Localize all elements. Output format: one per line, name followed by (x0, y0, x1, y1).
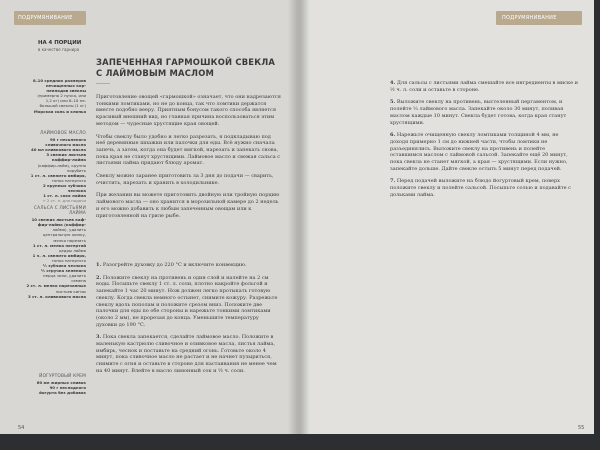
step-6 (390, 132, 578, 172)
step-number: 3. (96, 334, 102, 341)
ingredient-line: (каффир-лайм), крупно (37, 162, 86, 168)
ingredient-line: 3 свежих листьев (46, 152, 86, 158)
intro-paragraph: Приготовление овощей «гармошкой» означает, что они надрезаются тонкими ломтиками, но не до конца, так что ломтики держатся вместе подобно вееру. Приятным бонусом такого способа является красивый внешний вид, но главная причина воспользоваться этим методом — чудесные хрустящие края овощей. (96, 94, 281, 127)
step-3 (96, 334, 281, 374)
left-page (0, 0, 300, 435)
recipe-steps-right (390, 80, 578, 205)
step-2 (96, 275, 281, 329)
ingredient-line: 1 ст. л. сока лайма (43, 193, 86, 199)
ingredient-line: тонко натертого (51, 177, 86, 183)
step-1 (96, 262, 281, 269)
ingredient-line: 1 ст. л. свежего имбиря, (30, 172, 86, 178)
step-text: Разогрейте духовку до 220 °C и включите конвекцию. (102, 262, 247, 268)
ingredient-line: лайма), удалить (52, 227, 86, 233)
right-page (298, 0, 594, 437)
servings-block (38, 40, 86, 52)
ingredients-heading: ЙОГУРТОВЫЙ КРЕМ (39, 374, 86, 379)
ingredient-line: каффир-лайма (51, 157, 86, 163)
ingredient-line: 8–10 средних размеров (33, 78, 86, 83)
ingredient-line: цедры лайма (58, 247, 86, 253)
ingredient-line: 40 мл оливкового масла (31, 147, 86, 153)
step-number: 7. (390, 178, 396, 185)
section-label-left: ПОДРУМЯНИВАНИЕ (14, 11, 86, 25)
ingredient-line: йогурта без добавок (39, 390, 86, 396)
ingredient-line: 60 мл жирных сливок (36, 380, 86, 386)
ingredient-line: 10 свежих листьев каф- (31, 217, 86, 223)
ingredient-line: 90 г несоленого (49, 137, 86, 143)
ingredients-heading: ЛАЙМОВОЕ МАСЛО (40, 131, 86, 136)
title-divider (96, 83, 110, 84)
page-number-right: 55 (578, 425, 585, 431)
ingredient-line: нечищенных кор- (45, 83, 86, 89)
ingredient-line: порубить (66, 167, 86, 173)
section-label-right: ПОДРУМЯНИВАНИЕ (496, 11, 582, 25)
step-text: Нарежьте очищенную свеклу ломтиками толщиной 4 мм, не доходя примерно 1 см до нижней части, чтобы ломтики не разъединялись. Выложите свеклу на противень и полейте оставшимся маслом с лаймовой сальсой. Запекайте ещё 20 минут, пока свекла не станет мягкой, а края — хрустящими. Если нужно, запекайте дольше. Дайте свекле остыть 5 минут перед подачей. (390, 132, 568, 172)
ingredient-line: семена (71, 278, 86, 284)
ingredients-heading: САЛЬСА С ЛИСТЬЯМИ ЛАЙМА (33, 206, 86, 217)
book-cover-edge (594, 0, 600, 450)
step-5 (390, 99, 578, 126)
ingredient-line: ½ стручка зеленого (40, 268, 86, 274)
recipe-title-line: ЗАПЕЧЕННАЯ ГАРМОШКОЙ СВЕКЛА (96, 57, 276, 67)
ingredient-line: тонко натертого (51, 257, 86, 263)
ingredient-line: Морская соль и хлопья (33, 108, 86, 114)
ingredient-line: (примерно 2 пучка, или (37, 93, 86, 99)
ingredients-lime-butter (22, 131, 86, 203)
ingredient-line: 90 г несладкого (49, 385, 86, 391)
ingredient-line: 1 ч. л. свежего имбиря, (32, 252, 86, 258)
intro-paragraph: При желании вы можете приготовить двойную или тройную порцию лаймового масла — оно хранится в морозильной камере до 2 недель и его можно добавить к любым запеченным овощам или к приготовленной на гриле рыбе. (96, 192, 280, 219)
step-7 (390, 178, 578, 198)
ingredient-line: 3 ст. л. оливкового масла (28, 293, 86, 299)
ingredient-line: сливочного масла (45, 142, 86, 148)
recipe-intro (96, 94, 281, 225)
book-gutter (288, 0, 310, 437)
ingredients-lime-salsa (22, 206, 86, 299)
ingredients-yogurt-cream (22, 374, 86, 395)
ingredient-line: 2 ст. л. мелко нарезанных (26, 283, 86, 289)
ingredient-line: мелко нарезать (53, 237, 86, 243)
step-text: Перед подачей выложите на блюдо йогуртовый крем, поверх положите свеклу и полейте сальсой. Посыпьте солью и подавайте с дольками лайма. (390, 178, 571, 198)
step-text: Выложите свеклу на противень, выстеленный пергаментом, и полейте ⅔ лаймового масла. Запекайте около 30 минут, поливая маслом каждые 10 минут. Свекла будет готова, когда края станут хрустящими. (390, 99, 567, 126)
step-number: 1. (96, 262, 102, 268)
step-number: 5. (390, 99, 396, 106)
intro-paragraph: Чтобы свеклу было удобно и легко разрезать, я подкладываю под неё деревянные шпажки или палочки для еды. Всё нужно сначала запечь, а затем, когда она будет мягкой, нарезать и запекать снова, пока края не станут хрустящими. Лаймовое масло и свежая сальса с листьями лайма придают блюду аромат. (96, 133, 281, 167)
ingredient-line: центральную жилку, (42, 232, 86, 238)
step-text: Положите свеклу на противень и один слой и налейте на 2 см воды. Посыпьте свеклу 1 ст. л. соли, плотно накройте фольгой и запекайте 1 час 20 минут. Нож должен легко протыкать готовую свеклу. Когда свекла немного остынет, снимите кожуру. Разрежьте свеклу вдоль пополам и положите срезом вниз. Положите две палочки для еды по обе стороны и нарежьте тонкими ломтиками (около 2 мм), не прорезая до конца. Уменьшите температуру духовки до 190 °C. (96, 274, 278, 328)
recipe-title (96, 57, 276, 78)
intro-paragraph: Свеклу можно заранее приготовить за 3 дня до подачи — сварить, очистить, нарезать и хранить в холодильнике. (96, 173, 274, 186)
ingredient-line: + 2 ст. л. для подачи (42, 198, 86, 204)
ingredient-line: 2 крупных зубчика (43, 182, 86, 188)
ingredient-line: большой свеклы (1 кг) (39, 103, 86, 109)
ingredient-line: листьев кинзы (55, 288, 86, 294)
ingredient-line: 1 ст. л. мелко натертой (32, 242, 86, 248)
book-cover-edge (0, 434, 600, 450)
servings-count: НА 4 ПОРЦИИ (38, 40, 82, 46)
ingredient-line: неплодов свеклы (46, 88, 86, 94)
step-text: Для сальсы с листьями лайма смешайте все ингредиенты в миске и ½ ч. л. соли и оставьте в стороне. (390, 80, 578, 93)
step-number: 6. (390, 132, 396, 139)
recipe-steps-left (96, 262, 281, 381)
ingredient-line: перца чили, удалить (43, 273, 86, 279)
ingredient-line: фир-лайма (каффир- (37, 222, 86, 228)
page-number-left: 54 (18, 425, 25, 431)
ingredients-main (22, 78, 86, 114)
servings-note: в качестве гарнира (38, 47, 80, 52)
step-text: Пока свекла запекается, сделайте лаймовое масло. Положите в маленькую кастрюлю сливочное и оливковое масла, листья лайма, имбирь, чеснок и поставьте на средний огонь. Готовьте около 4 минут, пока сливочное масло не растает и не начнет пузыриться, снимите с огня и оставьте в стороне для настаивания не менее чем на 40 минут. Влейте в масло лимонный сок и ½ ч. соли. (96, 334, 277, 374)
step-number: 4. (390, 80, 396, 86)
ingredient-line: чеснока (67, 188, 86, 194)
step-number: 2. (96, 274, 102, 281)
recipe-title-line: С ЛАЙМОВЫМ МАСЛОМ (96, 67, 215, 78)
step-4 (390, 80, 578, 93)
ingredient-line: ½ зубчика чеснока (42, 263, 86, 269)
ingredient-line: 1,2 кг) или 8–10 не- (45, 98, 86, 104)
